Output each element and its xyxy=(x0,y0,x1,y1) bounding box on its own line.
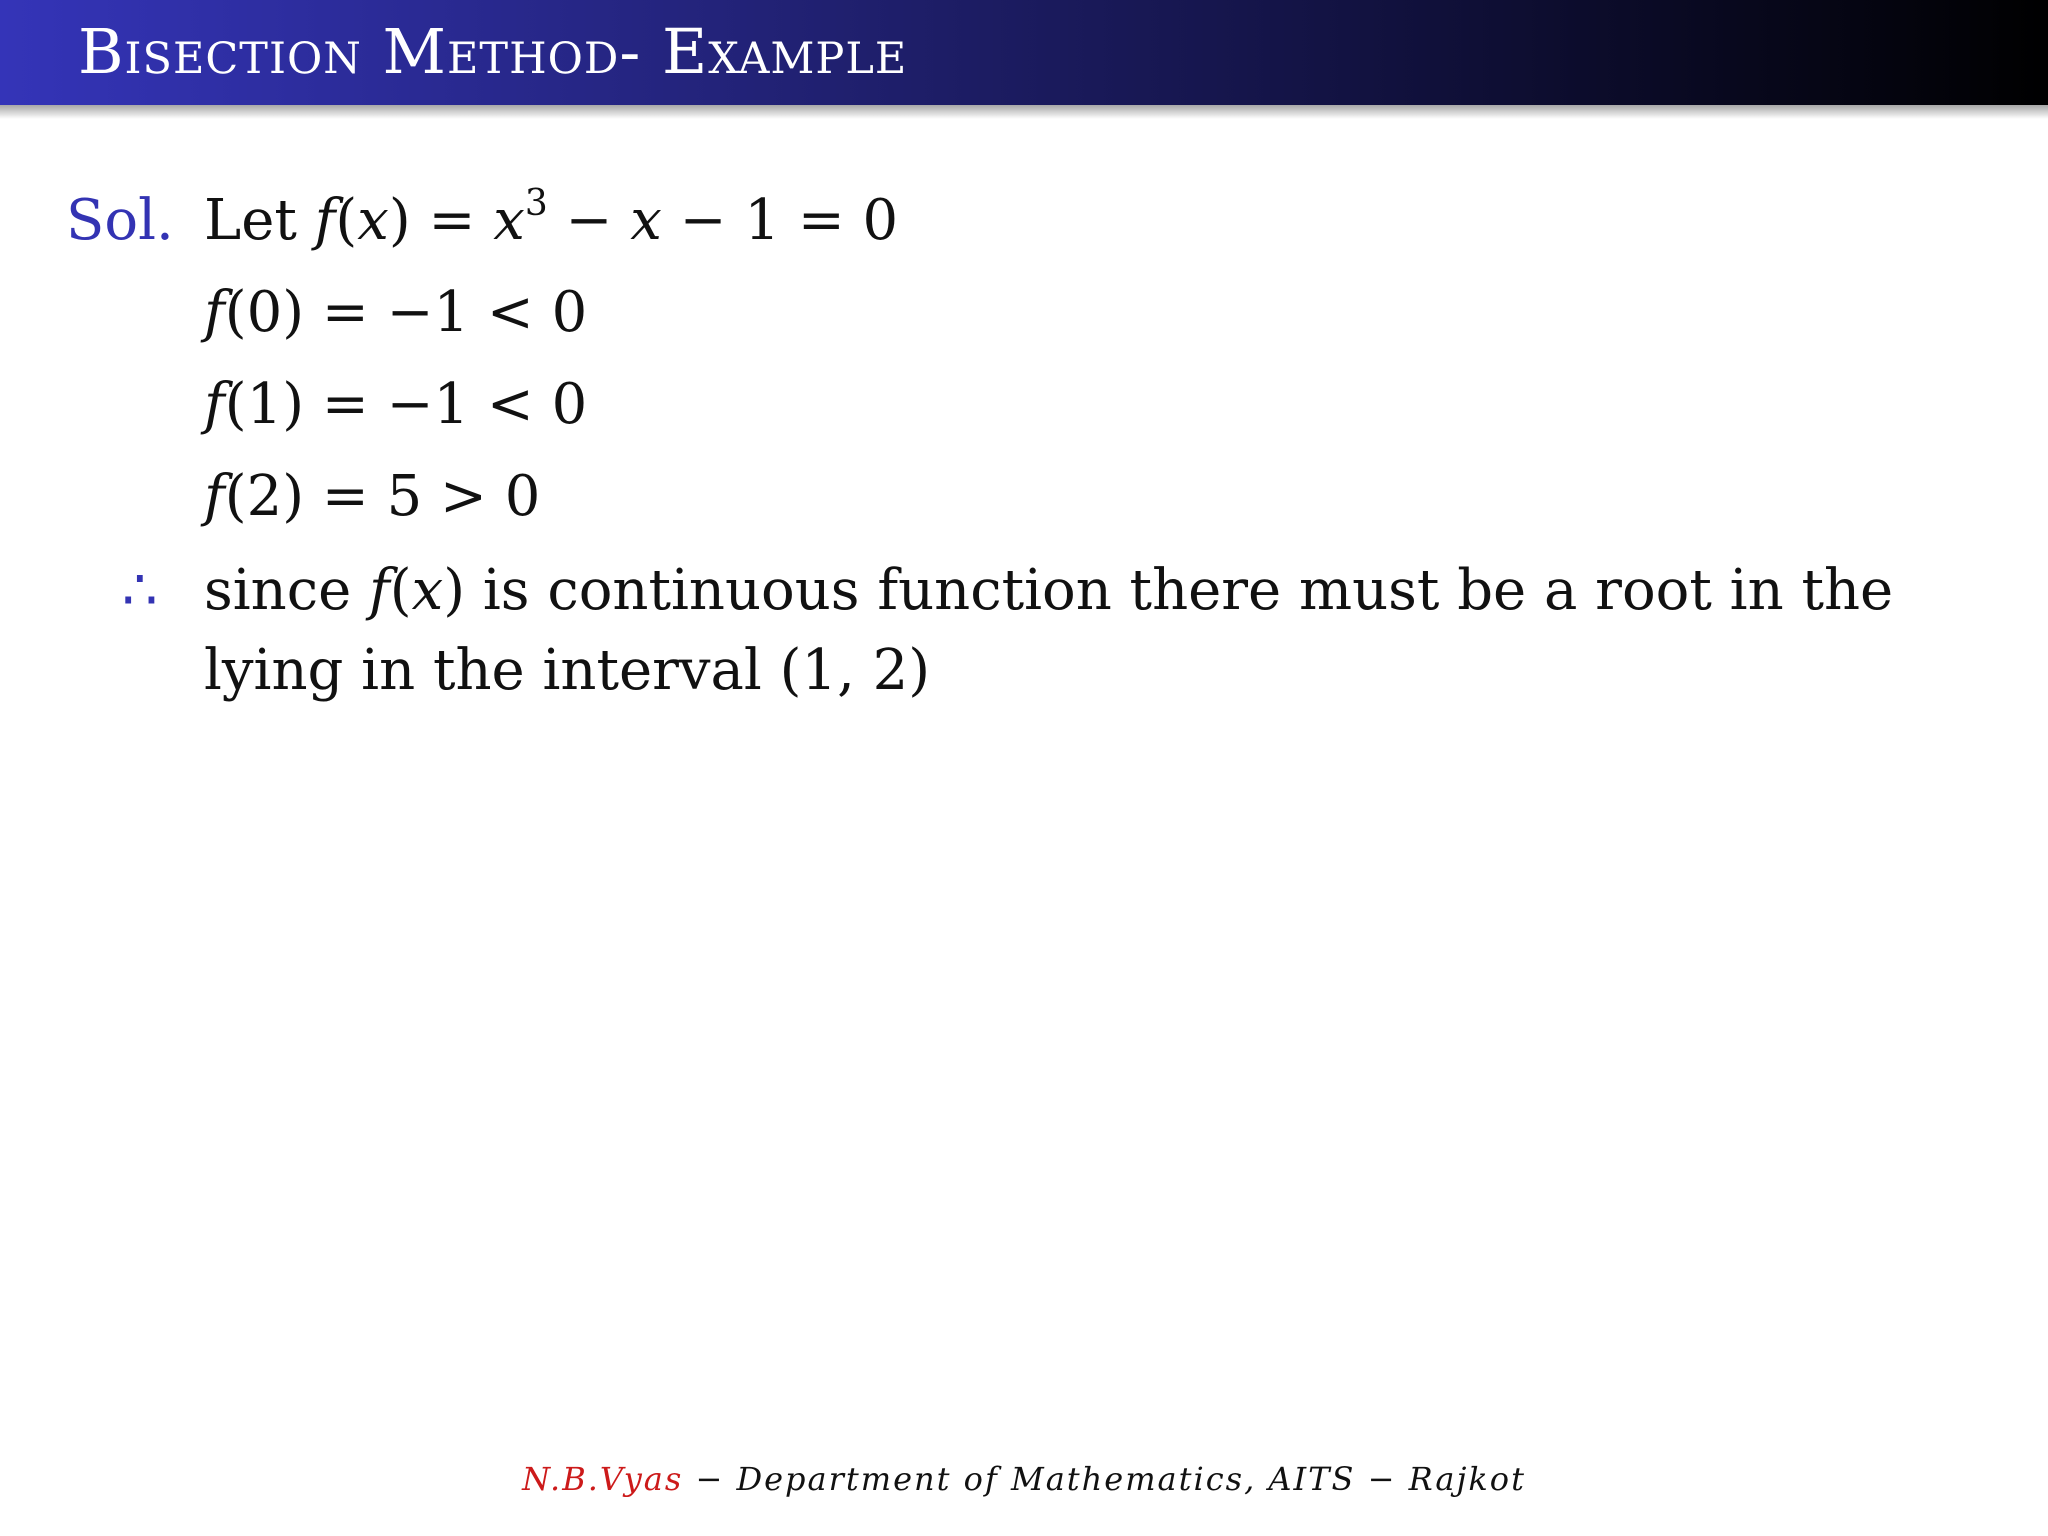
conclusion-text: is continuous function there must be a root in the xyxy=(465,558,1894,623)
let-word: Let xyxy=(204,188,297,253)
equation-line-2 xyxy=(204,278,587,348)
footer-affiliation: − Department of Mathematics, AITS − Rajkot xyxy=(683,1460,1526,1498)
title-bar-shadow xyxy=(0,105,2048,119)
footer-author: N.B.Vyas xyxy=(522,1460,684,1498)
equation-line-4 xyxy=(204,462,540,532)
slide-footer xyxy=(0,1460,2048,1498)
evaluation-f1: (1) = −1 < 0 xyxy=(224,372,588,437)
equals-sign: = xyxy=(410,188,494,253)
variable-x: x xyxy=(357,188,389,253)
function-symbol: f xyxy=(314,188,336,253)
exponent: 3 xyxy=(524,183,548,224)
evaluation-f0: (0) = −1 < 0 xyxy=(224,280,588,345)
equation-line-3 xyxy=(204,370,587,440)
therefore-symbol: ∴ xyxy=(122,558,158,623)
slide-title: Bisection Method- Example xyxy=(78,15,908,88)
function-symbol: f xyxy=(204,280,225,345)
minus-sign: − xyxy=(547,188,631,253)
equation-tail: − 1 = 0 xyxy=(661,188,899,253)
function-symbol: f xyxy=(204,464,225,529)
solution-label: Sol. xyxy=(66,188,174,253)
conclusion-line-2: lying in the interval (1, 2) xyxy=(204,638,931,703)
function-symbol: f xyxy=(204,372,225,437)
equation-line-1: Let $f(x) = x^3 - x - 1 = 0$ xyxy=(204,183,899,253)
conclusion-line-1: since f(x) is continuous function there must be a root in the xyxy=(204,558,1894,623)
conclusion-since: since xyxy=(204,558,370,623)
function-symbol: f xyxy=(369,558,390,623)
variable-x-linear: x xyxy=(630,188,662,253)
variable-x: x xyxy=(411,558,444,623)
variable-x-cubed: x xyxy=(493,188,525,253)
evaluation-f2: (2) = 5 > 0 xyxy=(224,464,541,529)
